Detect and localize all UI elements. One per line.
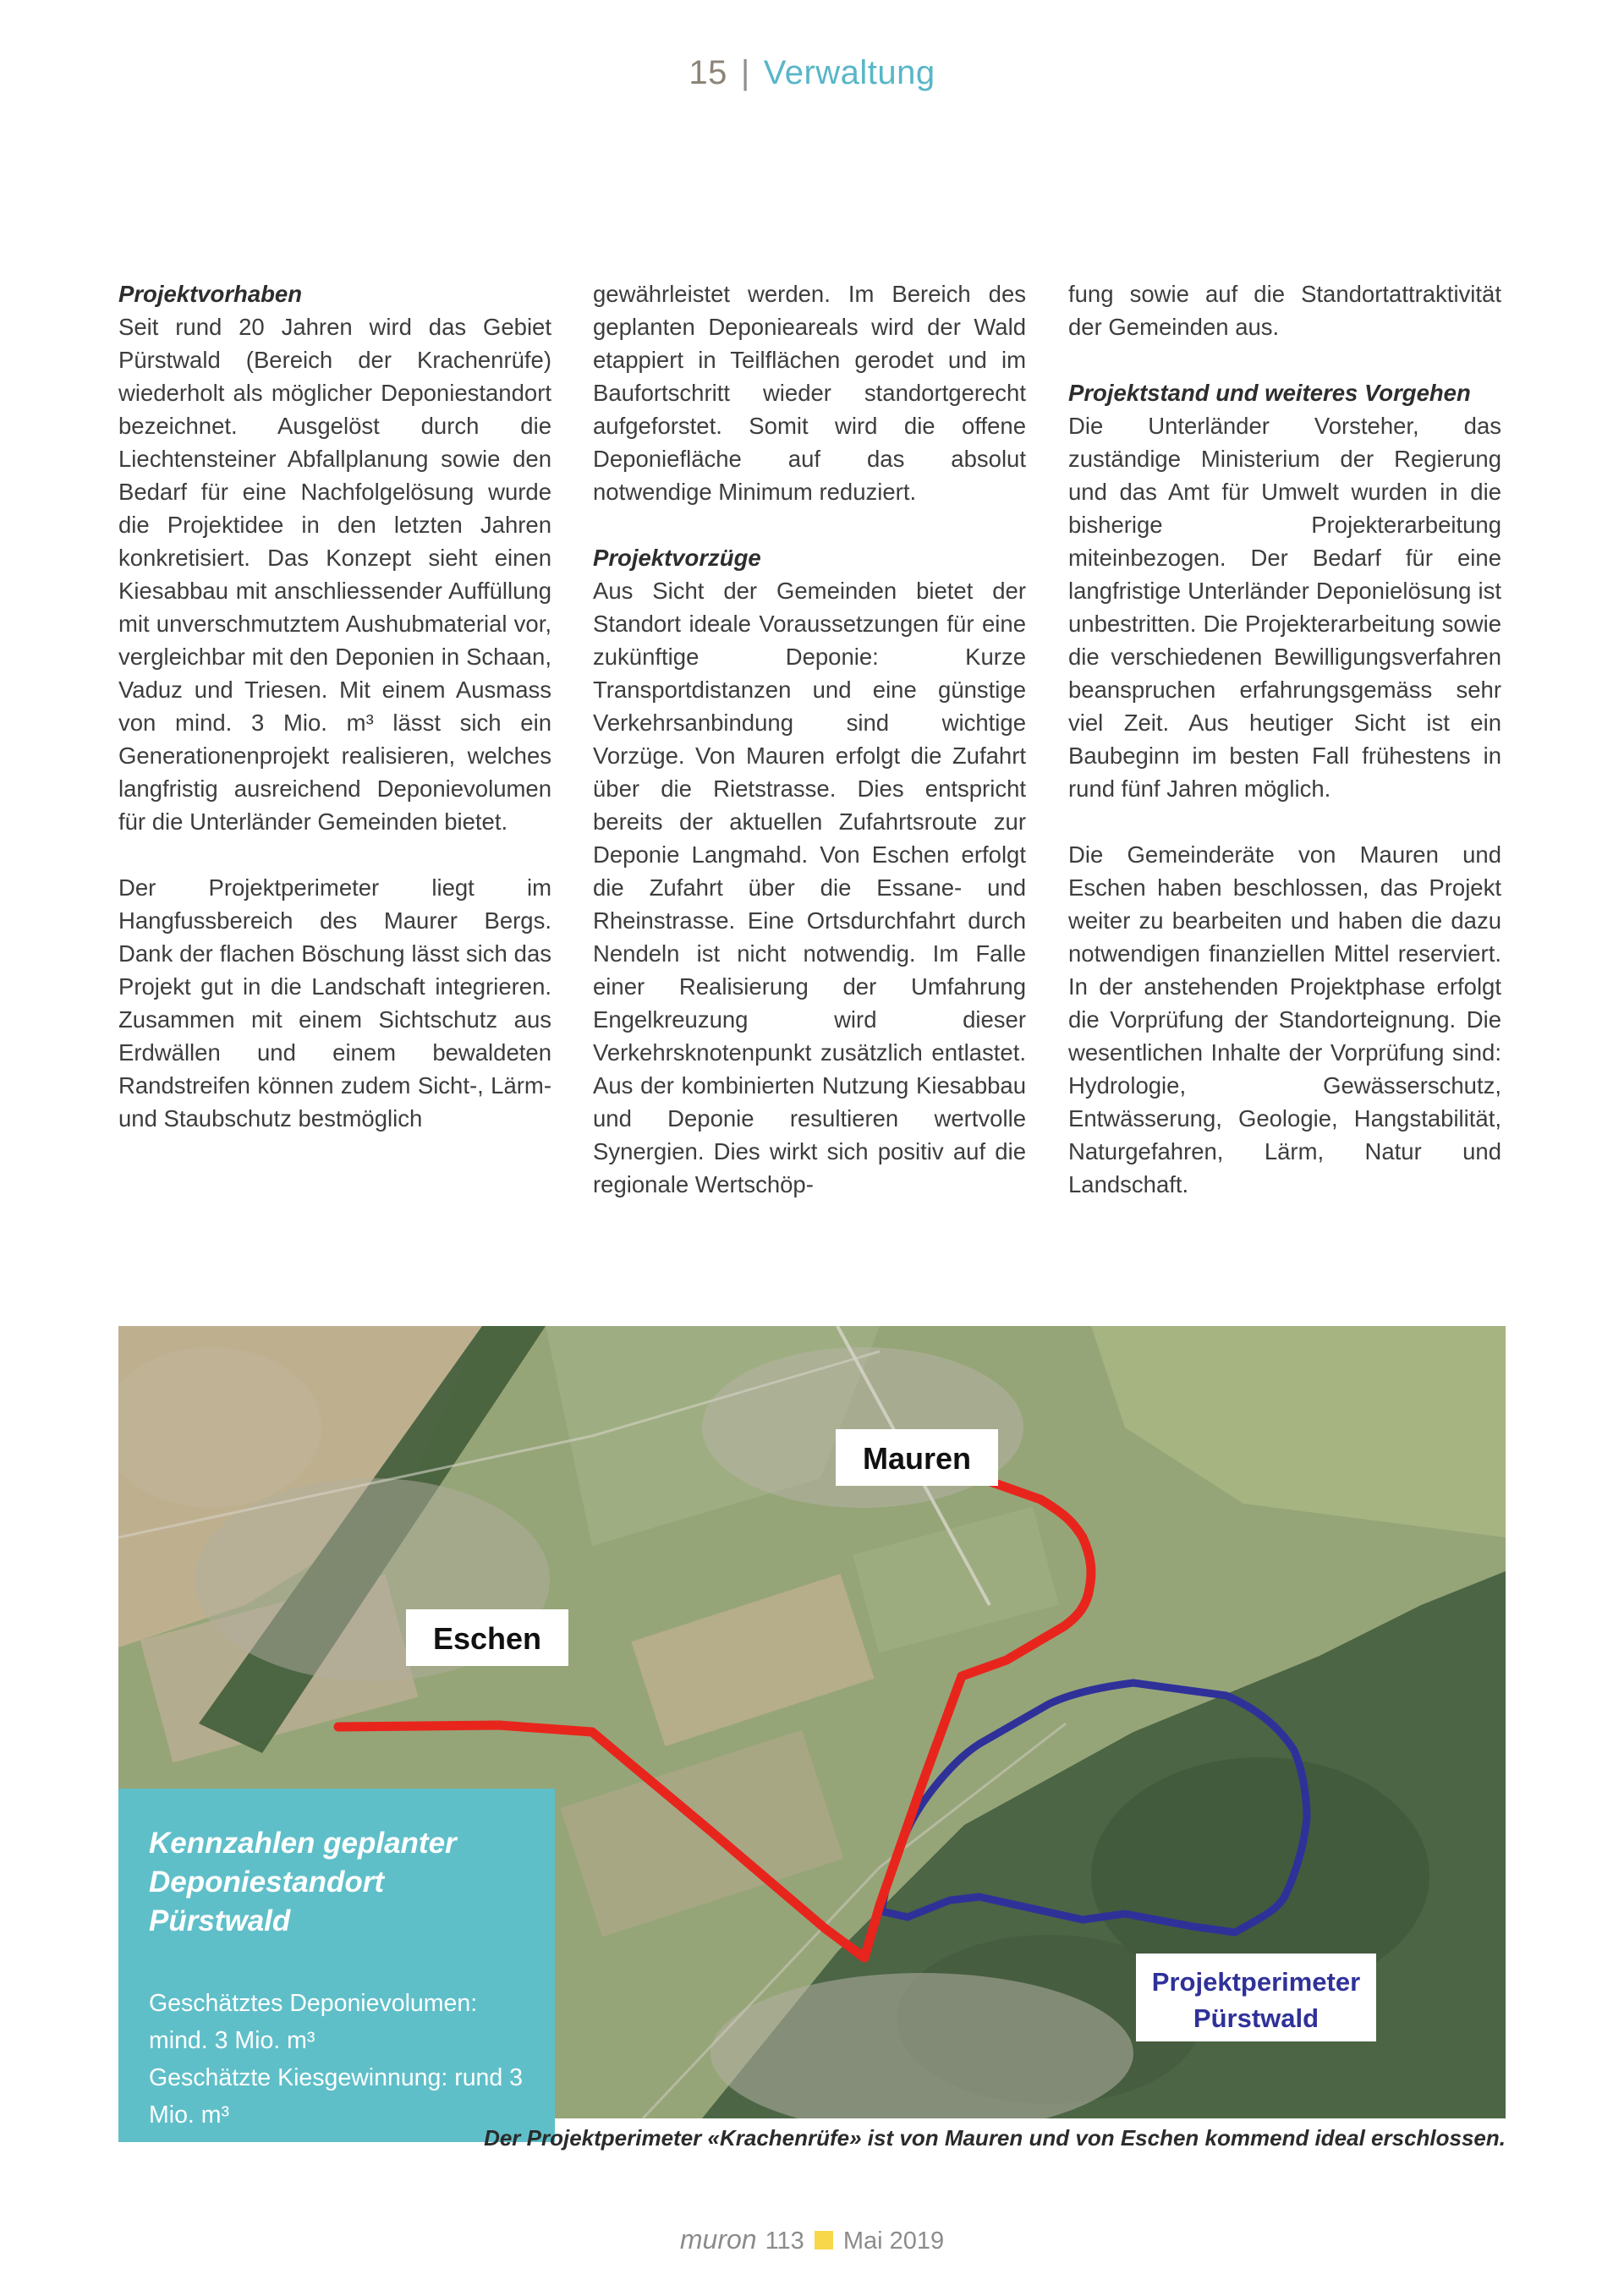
- article-column-1: [118, 277, 551, 1168]
- map-label-eschen: [406, 1609, 568, 1666]
- page-number: 15: [689, 54, 727, 91]
- map-caption: Der Projektperimeter «Krachenrüfe» ist von Mauren und von Eschen kommend ideal erschlossen.: [484, 2125, 1506, 2151]
- article-column-3: [1068, 277, 1501, 1234]
- article-paragraph: Seit rund 20 Jahren wird das Gebiet Pürstwald (Bereich der Krachenrüfe) wiederholt als möglicher Deponiestandort bezeichnet. Ausgelöst durch die Liechtensteiner Abfallplanung sowie den Bedarf für eine Nachfolgelösung wurde die Projektidee in den letzten Jahren konkretisiert. Das Konzept sieht einen Kiesabbau mit anschliessender Auffüllung mit unverschmutztem Aushubmaterial vor, vergleichbar mit den Deponien in Schaan, Vaduz und Triesen. Mit einem Ausmass von mind. 3 Mio. m³ lässt sich ein Generationenprojekt realisieren, welches langfristig ausreichend Deponievolumen für die Unterländer Gemeinden bietet.: [118, 314, 551, 835]
- article-paragraph: Aus Sicht der Gemeinden bietet der Standort ideale Voraussetzungen für eine zukünftige Deponie: Kurze Transportdistanzen und eine günstige Verkehrsanbindung sind wichtige Vorzüge. Von Mauren erfolgt die Zufahrt über die Rietstrasse. Dies entspricht bereits der aktuellen Zufahrtsroute zur Deponie Langmahd. Von Eschen erfolgt die Zufahrt über die Essane- und Rheinstrasse. Eine Ortsdurchfahrt durch Nendeln ist nicht notwendig. Im Falle einer Realisierung der Umfahrung Engelkreuzung wird dieser Verkehrsknotenpunkt zusätzlich entlastet. Aus der kombinierten Nutzung Kiesabbau und Deponie resultieren wertvolle Synergien. Dies wirkt sich positiv auf die regionale Wertschöp-: [593, 578, 1026, 1197]
- map-label-perimeter-line1: Projektperimeter: [1151, 1967, 1361, 1997]
- article-paragraph: gewährleistet werden. Im Bereich des geplanten Deponieareals wird der Wald etappiert in Teilflächen gerodet und im Baufortschritt wieder standortgerecht aufgeforstet. Somit wird die offene Deponiefläche auf das absolut notwendige Minimum reduziert.: [593, 281, 1026, 505]
- key-figures-infobox: [118, 1789, 555, 2203]
- infobox-stat-kiesgewinnung: Geschätzte Kiesgewinnung: rund 3 Mio. m³: [149, 2064, 524, 2129]
- infobox-title-line1: Kennzahlen geplanter: [149, 1827, 457, 1860]
- infobox-stat-betriebsdauer: Geschätzte Betriebsdauer: mind. 40 Jahre: [149, 2139, 501, 2203]
- magazine-name: muron: [679, 2224, 757, 2255]
- header-separator: |: [740, 54, 750, 91]
- article-paragraph: fung sowie auf die Standortattraktivität der Gemeinden aus.: [1068, 281, 1501, 340]
- article-paragraph: Die Gemeinderäte von Mauren und Eschen haben beschlossen, das Projekt weiter zu bearbeiten und haben die dazu notwendigen finanziellen Mittel reserviert. In der anstehenden Projektphase erfolgt die Vorprüfung der Standorteignung. Die wesentlichen Inhalte der Vorprüfung sind: Hydrologie, Gewässerschutz, Entwässerung, Geologie, Hangstabilität, Naturgefahren, Lärm, Natur und Landschaft.: [1068, 841, 1501, 1197]
- article-paragraph: Der Projektperimeter liegt im Hangfussbereich des Maurer Bergs. Dank der flachen Böschung lässt sich das Projekt gut in die Landschaft integrieren. Zusammen mit einem Sichtschutz aus Erdwällen und einem bewaldeten Randstreifen können zudem Sicht-, Lärm- und Staubschutz bestmöglich: [118, 874, 551, 1132]
- infobox-stats: [149, 1985, 524, 2208]
- infobox-stat-deponievolumen: Geschätztes Deponievolumen: mind. 3 Mio. m³: [149, 1990, 478, 2054]
- article-paragraph: Die Unterländer Vorsteher, das zuständige Ministerium der Regierung und das Amt für Umwelt wurden in die bisherige Projekterarbeitung miteinbezogen. Der Bedarf für eine langfristige Unterländer Deponielösung ist unbestritten. Die Projekterarbeitung sowie die verschiedenen Bewilligungsverfahren beanspruchen erfahrungsgemäss sehr viel Zeit. Aus heutiger Sicht ist ein Baubeginn im besten Fall frühestens in rund fünf Jahren möglich.: [1068, 413, 1501, 802]
- issue-number: 113: [765, 2228, 804, 2255]
- article-heading-projektvorhaben: Projektvorhaben: [118, 281, 303, 307]
- footer-date: Mai 2019: [842, 2228, 945, 2255]
- infobox-title: [149, 1824, 524, 1941]
- map-label-mauren: [836, 1429, 998, 1486]
- section-title: Verwaltung: [763, 54, 935, 91]
- article-heading-projektstand: Projektstand und weiteres Vorgehen: [1068, 380, 1471, 406]
- article-heading-projektvorzuege: Projektvorzüge: [593, 545, 761, 571]
- map-label-perimeter-line2: Pürstwald: [1193, 2003, 1320, 2033]
- map-label-mauren-text: Mauren: [862, 1441, 972, 1476]
- page-footer: [0, 2224, 1624, 2255]
- page-header: [0, 54, 1624, 92]
- map-label-projektperimeter: [1136, 1954, 1376, 2041]
- map-label-eschen-text: Eschen: [432, 1621, 542, 1656]
- article-column-2: [593, 277, 1026, 1234]
- footer-square-icon: [815, 2231, 833, 2249]
- infobox-title-line2: Deponiestandort Pürstwald: [149, 1866, 385, 1937]
